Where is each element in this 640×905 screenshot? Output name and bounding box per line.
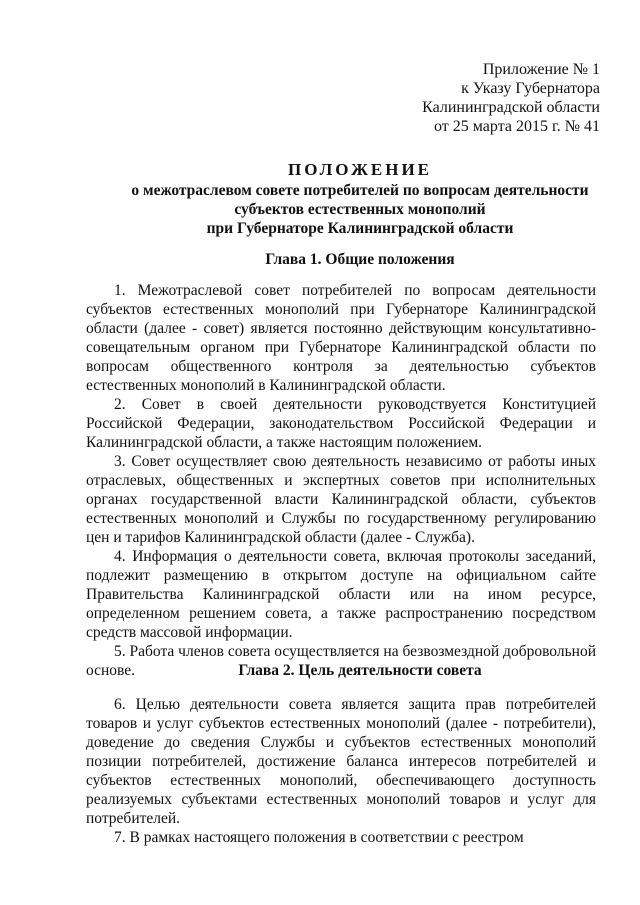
chapter-1-heading: Глава 1. Общие положения (265, 251, 455, 268)
paragraph-3: 3. Совет осуществляет свою деятельность независимо от работы иных отраслевых, общественных и экспертных советов при исполнительных органах государственной власти Калининградской области, субъектов естественных монополий и Службы по государственному регулированию цен и тарифов Калининградской области (далее - Служба). (86, 453, 596, 546)
chapter-2-heading: Глава 2. Цель деятельности совета (238, 662, 482, 679)
chapter-1-body (86, 281, 596, 680)
appendix-date: от 25 марта 2015 г. № 41 (434, 118, 600, 135)
appendix-decree-ref: к Указу Губернатора (461, 80, 600, 97)
appendix-region: Калининградской области (422, 99, 600, 116)
paragraph-5: 5. Работа членов совета осуществляется на безвозмездной добровольной основе. (86, 643, 596, 679)
document-subtitle-line-1: о межотраслевом совете потребителей по вопросам деятельности (131, 182, 589, 199)
document-subtitle-line-2: субъектов естественных монополий (234, 201, 486, 218)
chapter-2-body (86, 695, 596, 847)
paragraph-6: 6. Целью деятельности совета является защита прав потребителей товаров и услуг субъектов естественных монополий (далее - потребители), доведение до сведения Службы и субъектов естественных монополий позиции потребителей, достижение баланса интересов потребителей и субъектов естественных монополий, обеспечивающего доступность реализуемых субъектами естественных монополий товаров и услуг для потребителей. (86, 696, 596, 827)
document-title: ПОЛОЖЕНИЕ (288, 160, 432, 179)
paragraph-1: 1. Межотраслевой совет потребителей по вопросам деятельности субъектов естественных монополий при Губернаторе Калининградской области (далее - совет) является постоянно действующим консультативно-совещательным органом при Губернаторе Калининградской области по вопросам общественного контроля за деятельностью субъектов естественных монополий в Калининградской области. (86, 282, 596, 394)
document-subtitle-line-3: при Губернаторе Калининградской области (206, 220, 514, 237)
paragraph-2: 2. Совет в своей деятельности руководствуется Конституцией Российской Федерации, законодательством Российской Федерации и Калининградской области, а также настоящим положением. (86, 396, 596, 451)
paragraph-7: 7. В рамках настоящего положения в соответствии с реестром (114, 829, 524, 846)
appendix-number: Приложение № 1 (482, 61, 600, 78)
document-title-block (72, 160, 640, 238)
paragraph-4: 4. Информация о деятельности совета, включая протоколы заседаний, подлежит размещению в открытом доступе на официальном сайте Правительства Калининградской области или на ином ресурсе, определенном решением совета, а также распространению посредством средств массовой информации. (86, 548, 596, 641)
appendix-header (422, 60, 600, 136)
